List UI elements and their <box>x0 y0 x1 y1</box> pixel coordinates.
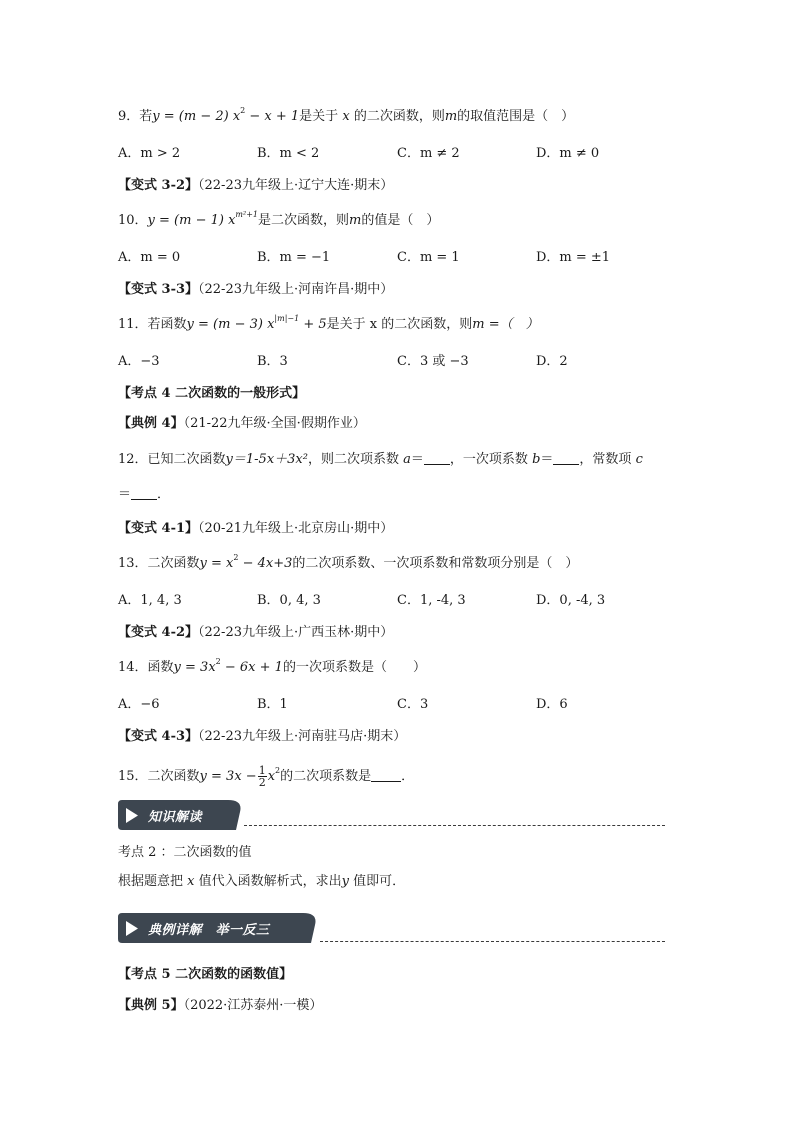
variable: b <box>532 452 541 467</box>
variable: a <box>403 452 411 467</box>
answer-blank[interactable] <box>131 487 157 500</box>
example-source: （2022·江苏泰州·一模） <box>183 998 323 1013</box>
question-text: 的值是（ ） <box>361 213 440 228</box>
fraction-denominator: 2 <box>258 776 266 789</box>
equation-tail: − 6x + 1 <box>220 660 283 675</box>
section-banner-examples <box>118 913 318 943</box>
equals-sign: ＝ <box>410 452 424 467</box>
equals-sign: ＝ <box>118 487 132 502</box>
question-text: 的二次项系数、一次项系数和常数项分别是（ ） <box>292 556 579 571</box>
question-text: 是关于 <box>299 109 339 124</box>
question-13 <box>118 555 578 573</box>
option-a: A．−6 <box>118 697 160 712</box>
equation: y = (m − 1) x <box>147 213 236 228</box>
exponent: |m|−1 <box>274 314 300 323</box>
variant-3-2 <box>118 177 393 195</box>
equation: y = 3x <box>173 660 216 675</box>
option-d: D．2 <box>536 354 568 369</box>
variable: m <box>444 109 458 124</box>
option-d: D．m ≠ 0 <box>536 146 600 161</box>
section-banner-knowledge <box>118 800 243 830</box>
example-5 <box>118 997 322 1015</box>
question-15 <box>118 763 414 791</box>
example-tag: 【典例 5】 <box>118 998 184 1013</box>
period: ． <box>401 769 415 784</box>
question-text: 的一次项系数是（ ） <box>282 660 426 675</box>
variant-source: （22-23九年级上·河南许昌·期中） <box>198 282 394 297</box>
example-4 <box>118 415 366 433</box>
question-text: ，一次项系数 <box>449 452 528 467</box>
variant-tag: 【变式 4-2】 <box>118 625 199 640</box>
option-c: C．1, -4, 3 <box>397 593 466 608</box>
question-14 <box>118 659 426 677</box>
equals-sign: ＝ <box>540 452 554 467</box>
variant-source: （22-23九年级上·辽宁大连·期末） <box>198 178 394 193</box>
kaodian-2-title: 考点 2 ：二次函数的值 <box>118 845 252 860</box>
fraction-numerator: 1 <box>258 764 266 777</box>
variant-4-2 <box>118 624 393 642</box>
question-text: 是二次函数，则 <box>258 213 350 228</box>
option-c: C．m ≠ 2 <box>397 146 460 161</box>
equation: y = x <box>199 556 234 571</box>
question-text: ，常数项 <box>579 452 632 467</box>
equation-tail: − x + 1 <box>245 109 300 124</box>
answer-blank[interactable] <box>371 769 401 782</box>
question-9 <box>118 108 574 126</box>
banner-title: 典例详解 举一反三 <box>148 923 270 938</box>
question-text: 的二次函数，则 <box>353 109 445 124</box>
variable: m <box>349 213 362 228</box>
option-c: C．3 <box>397 697 429 712</box>
variant-tag: 【变式 4-3】 <box>118 729 199 744</box>
section-heading-kaodian-5: 【考点 5 二次函数的函数值】 <box>118 967 293 982</box>
rule-text-part: 根据题意把 <box>118 874 188 889</box>
question-text: 的二次项系数是 <box>280 769 372 784</box>
answer-blank[interactable] <box>553 452 579 465</box>
variant-source: （22-23九年级上·河南驻马店·期末） <box>198 729 407 744</box>
section-heading-kaodian-4: 【考点 4 二次函数的一般形式】 <box>118 386 306 401</box>
question-text: 是关于 x 的二次函数，则 <box>326 317 473 332</box>
exponent: 2 <box>215 657 221 666</box>
exponent: 2 <box>233 553 239 562</box>
example-tag: 【典例 4】 <box>118 416 184 431</box>
variable: x <box>187 874 195 889</box>
example-source: （21-22九年级·全国·假期作业） <box>183 416 366 431</box>
question-text: ，则二次项系数 <box>307 452 399 467</box>
option-c: C．m = 1 <box>397 250 460 265</box>
option-d: D．0, -4, 3 <box>536 593 606 608</box>
variable: y <box>341 874 349 889</box>
option-b: B．0, 4, 3 <box>257 593 321 608</box>
equation: x <box>267 769 276 784</box>
variant-4-3 <box>118 728 406 746</box>
option-b: B．1 <box>257 697 288 712</box>
variant-source: （20-21九年级上·北京房山·期中） <box>198 521 394 536</box>
option-b: B．m = −1 <box>257 250 331 265</box>
period: ． <box>157 487 171 502</box>
question-number: 11．若函数 <box>118 317 187 332</box>
option-b: B．3 <box>257 354 288 369</box>
variant-3-3 <box>118 281 393 299</box>
variant-tag: 【变式 4-1】 <box>118 521 199 536</box>
banner-divider <box>320 941 665 942</box>
rule-text <box>118 873 405 891</box>
question-number: 10． <box>118 213 148 228</box>
question-number: 14．函数 <box>118 660 174 675</box>
equation: y = (m − 2) x <box>152 109 241 124</box>
option-b: B．m < 2 <box>257 146 320 161</box>
equation: y = (m − 3) x <box>186 317 275 332</box>
option-d: D．m = ±1 <box>536 250 611 265</box>
question-10 <box>118 212 439 230</box>
option-c: C．3 或 −3 <box>397 354 469 369</box>
equation: y＝1-5x＋3x² <box>225 452 308 467</box>
exponent: m²+1 <box>235 210 259 219</box>
question-text: 12．已知二次函数 <box>118 452 226 467</box>
equation-tail: + 5 <box>299 317 327 332</box>
variant-tag: 【变式 3-3】 <box>118 282 199 297</box>
variable: c <box>635 452 643 467</box>
question-number: 13．二次函数 <box>118 556 200 571</box>
rule-text-part: 值即可． <box>348 874 406 889</box>
question-12 <box>118 451 643 469</box>
variant-4-1 <box>118 520 393 538</box>
question-number: 15．二次函数 <box>118 769 200 784</box>
question-text: m =（ ） <box>472 317 539 332</box>
exponent: 2 <box>275 766 281 775</box>
variable: x <box>342 109 350 124</box>
option-a: A．m > 2 <box>118 146 181 161</box>
question-text: 的取值范围是（ ） <box>457 109 575 124</box>
equation-tail: − 4x+3 <box>238 556 293 571</box>
banner-title: 知识解读 <box>148 810 203 825</box>
option-d: D．6 <box>536 697 568 712</box>
equation: y = 3x − <box>199 769 257 784</box>
question-number: 9．若 <box>118 109 153 124</box>
question-11 <box>118 316 539 334</box>
variant-source: （22-23九年级上·广西玉林·期中） <box>198 625 394 640</box>
option-a: A．−3 <box>118 354 160 369</box>
answer-blank[interactable] <box>424 452 450 465</box>
variant-tag: 【变式 3-2】 <box>118 178 199 193</box>
banner-divider <box>244 825 665 826</box>
rule-text-part: 值代入函数解析式，求出 <box>194 874 342 889</box>
option-a: A．1, 4, 3 <box>118 593 182 608</box>
exponent: 2 <box>240 106 246 115</box>
fraction <box>258 765 267 788</box>
question-12-line-2 <box>118 486 170 504</box>
option-a: A．m = 0 <box>118 250 181 265</box>
